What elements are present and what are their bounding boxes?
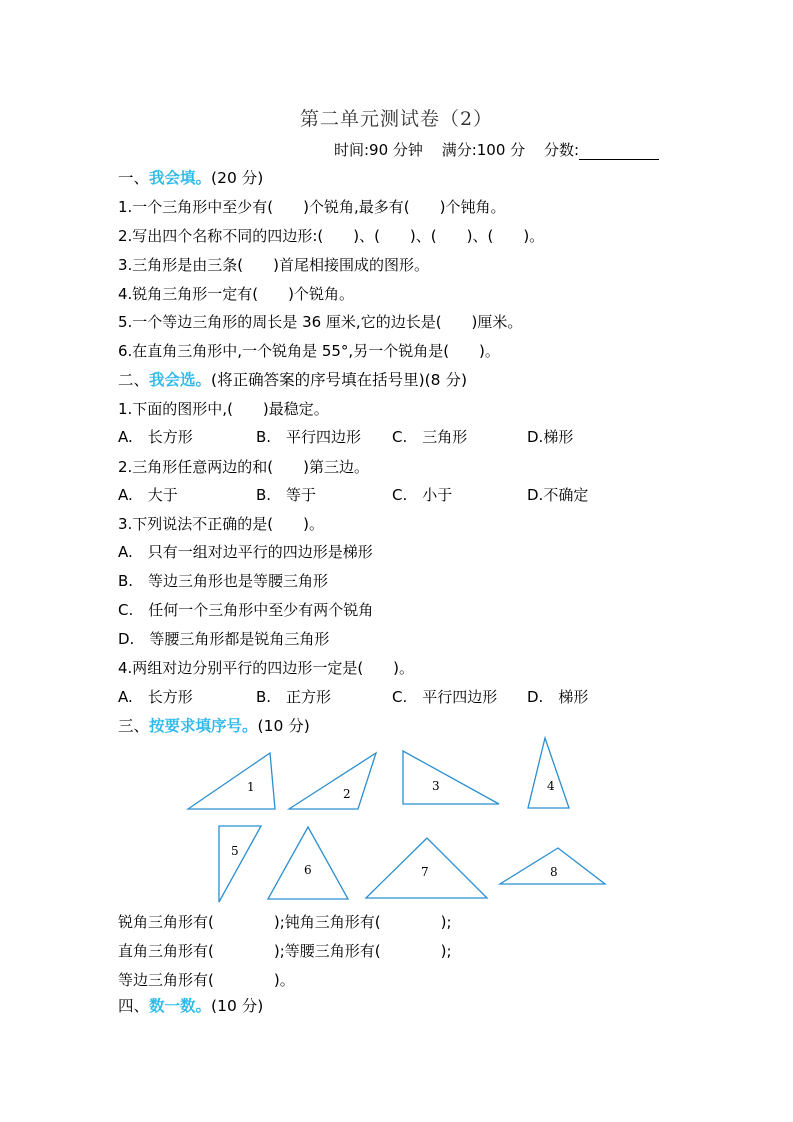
fill-question-6: 6.在直角三角形中,一个锐角是 55°,另一个锐角是( )。 [118, 342, 500, 360]
choice-2-option-a[interactable]: A. 大于 [118, 486, 178, 504]
section-number: 三、 [118, 717, 150, 735]
time-limit: 时间:90 分钟 [334, 141, 423, 159]
triangle-label-5: 5 [231, 844, 239, 858]
choice-4-option-b[interactable]: B. 正方形 [256, 688, 332, 706]
section-4-heading [118, 996, 263, 1016]
fill-question-2: 2.写出四个名称不同的四边形:( )、( )、( )、( )。 [118, 227, 545, 245]
section-number: 一、 [118, 169, 150, 187]
choice-1-option-d[interactable]: D.梯形 [527, 428, 574, 446]
triangle-label-3: 3 [432, 779, 440, 793]
choice-4-option-d[interactable]: D. 梯形 [527, 688, 589, 706]
section-name: 数一数。 [149, 997, 212, 1015]
choice-2-option-d[interactable]: D.不确定 [527, 486, 589, 504]
triangle-1 [188, 753, 275, 809]
choice-3-option-d[interactable]: D. 等腰三角形都是锐角三角形 [118, 630, 330, 648]
section-number: 二、 [118, 371, 150, 389]
triangle-2 [289, 753, 376, 809]
section-points: (10 分) [211, 997, 264, 1015]
full-score: 满分:100 分 [441, 141, 526, 159]
fill-question-1: 1.一个三角形中至少有( )个锐角,最多有( )个钝角。 [118, 198, 506, 216]
choice-1-option-a[interactable]: A. 长方形 [118, 428, 193, 446]
triangle-4 [528, 738, 569, 808]
section-points: (20 分) [211, 169, 264, 187]
choice-4-option-a[interactable]: A. 长方形 [118, 688, 193, 706]
section-name: 按要求填序号。 [149, 717, 258, 735]
classify-line-1: 锐角三角形有( );钝角三角形有( ); [118, 913, 452, 931]
choice-3-option-a[interactable]: A. 只有一组对边平行的四边形是梯形 [118, 543, 373, 561]
triangle-label-8: 8 [550, 865, 558, 879]
score-label: 分数: [543, 141, 579, 159]
choice-question-2: 2.三角形任意两边的和( )第三边。 [118, 458, 370, 476]
section-name: 我会选。 [149, 371, 212, 389]
triangle-label-6: 6 [304, 863, 312, 877]
triangle-label-1: 1 [247, 780, 255, 794]
triangle-5 [219, 826, 261, 902]
section-name: 我会填。 [149, 169, 212, 187]
choice-3-option-c[interactable]: C. 任何一个三角形中至少有两个锐角 [118, 601, 374, 619]
fill-question-3: 3.三角形是由三条( )首尾相接围成的图形。 [118, 256, 430, 274]
classify-line-2: 直角三角形有( );等腰三角形有( ); [118, 942, 452, 960]
choice-question-1: 1.下面的图形中,( )最稳定。 [118, 400, 329, 418]
classify-line-3: 等边三角形有( )。 [118, 971, 295, 989]
choice-1-option-b[interactable]: B. 平行四边形 [256, 428, 362, 446]
section-points: (10 分) [257, 717, 310, 735]
triangle-label-2: 2 [343, 787, 351, 801]
triangle-3 [403, 751, 499, 804]
choice-question-3: 3.下列说法不正确的是( )。 [118, 515, 325, 533]
fill-question-5: 5.一个等边三角形的周长是 36 厘米,它的边长是( )厘米。 [118, 313, 523, 331]
page-title: 第二单元测试卷（2） [299, 108, 494, 130]
fill-question-4: 4.锐角三角形一定有( )个锐角。 [118, 285, 355, 303]
section-number: 四、 [118, 997, 150, 1015]
choice-2-option-b[interactable]: B. 等于 [256, 486, 317, 504]
choice-question-4: 4.两组对边分别平行的四边形一定是( )。 [118, 659, 415, 677]
choice-1-option-c[interactable]: C. 三角形 [392, 428, 468, 446]
choice-2-option-c[interactable]: C. 小于 [392, 486, 453, 504]
section-points: (将正确答案的序号填在括号里)(8 分) [211, 371, 468, 389]
choice-4-option-c[interactable]: C. 平行四边形 [392, 688, 498, 706]
choice-3-option-b[interactable]: B. 等边三角形也是等腰三角形 [118, 572, 329, 590]
triangle-label-4: 4 [547, 779, 555, 793]
triangle-label-7: 7 [421, 865, 429, 879]
